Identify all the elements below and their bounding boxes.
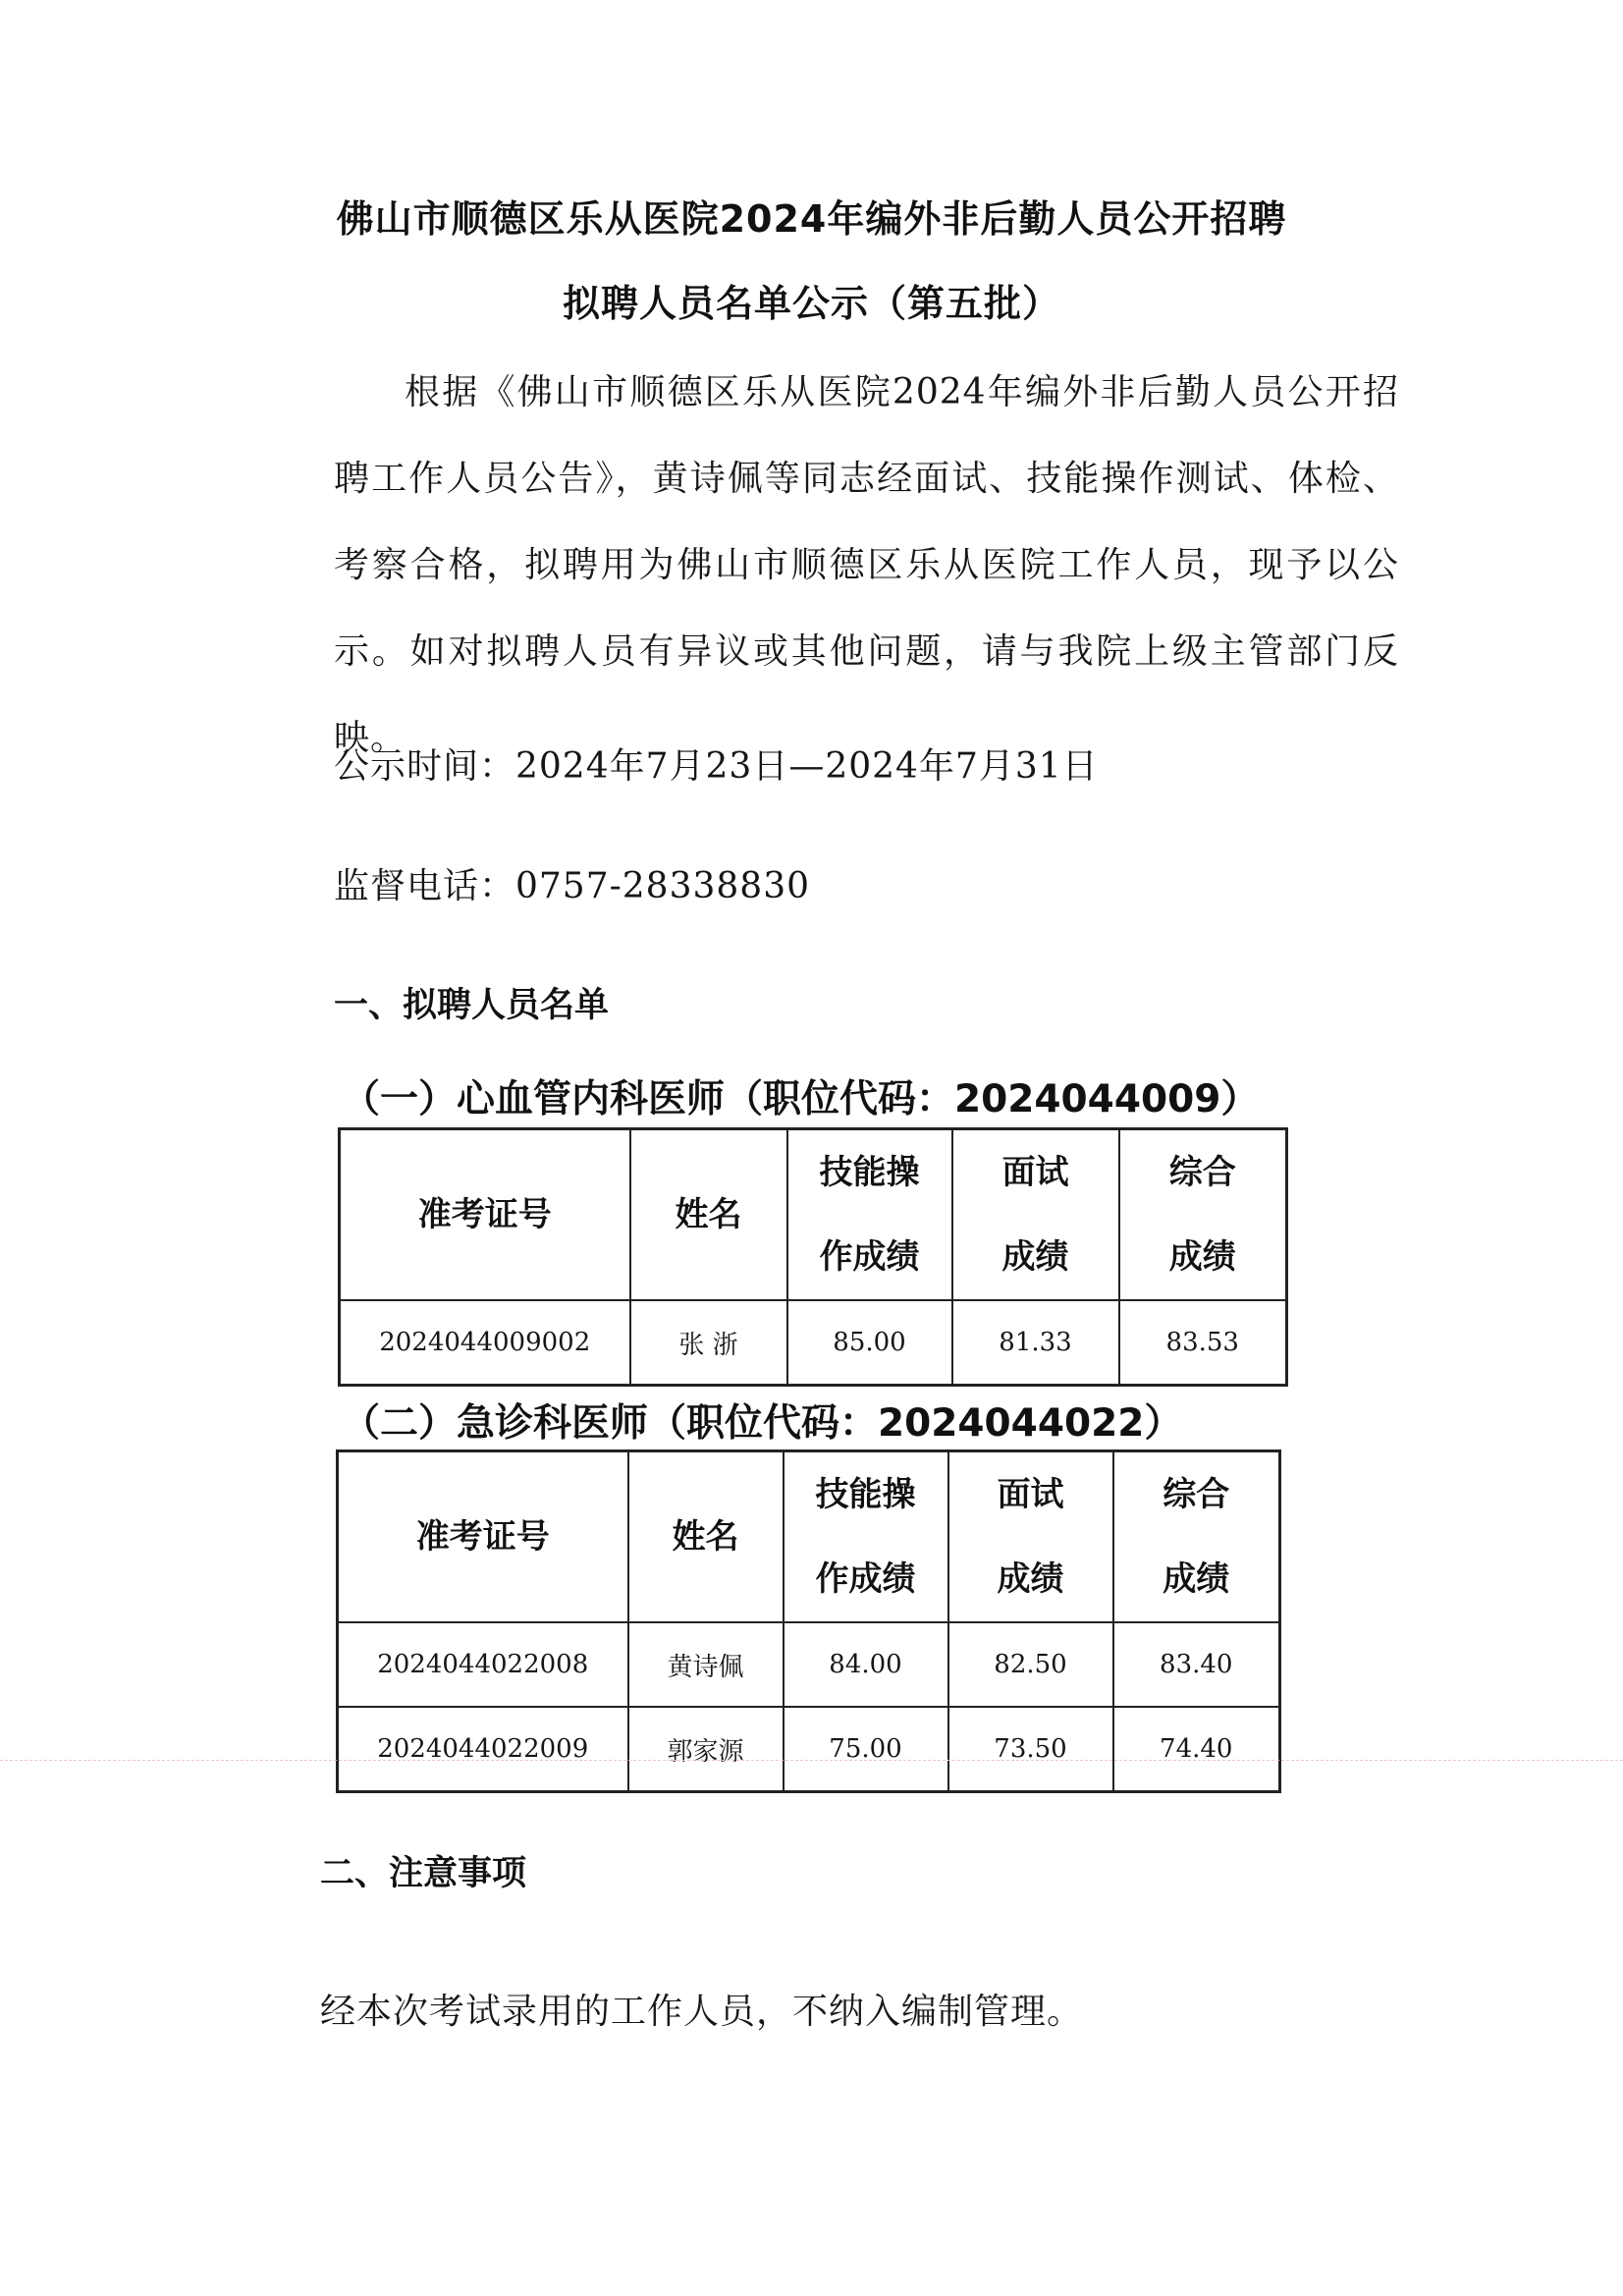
cell-skill: 75.00 xyxy=(784,1707,948,1792)
col-header-name: 姓名 xyxy=(628,1451,784,1623)
page-title-line1: 佛山市顺德区乐从医院2024年编外非后勤人员公开招聘 xyxy=(336,197,1287,241)
cell-total: 83.40 xyxy=(1113,1622,1280,1707)
score-table-1 xyxy=(338,1127,1288,1387)
supervision-phone: 监督电话：0757-28338830 xyxy=(334,866,811,906)
cell-skill: 85.00 xyxy=(787,1300,952,1386)
cell-total: 83.53 xyxy=(1119,1300,1287,1386)
cell-id: 2024044009002 xyxy=(340,1300,630,1386)
col-header-interview: 面试 成绩 xyxy=(948,1451,1113,1623)
publicity-period: 公示时间：2024年7月23日—2024年7月31日 xyxy=(334,746,1099,787)
col-header-id: 准考证号 xyxy=(340,1129,630,1301)
section2-note: 经本次考试录用的工作人员，不纳入编制管理。 xyxy=(320,1992,1084,2032)
cell-total: 74.40 xyxy=(1113,1707,1280,1792)
cell-name: 郭家源 xyxy=(628,1707,784,1792)
table1-heading: （一）心血管内科医师（职位代码：2024044009） xyxy=(342,1077,1260,1121)
col-header-total: 综合 成绩 xyxy=(1119,1129,1287,1301)
cell-id: 2024044022008 xyxy=(338,1622,628,1707)
col-header-skill: 技能操 作成绩 xyxy=(787,1129,952,1301)
cell-interview: 73.50 xyxy=(948,1707,1113,1792)
table-header-row xyxy=(340,1129,1287,1301)
cell-id: 2024044022009 xyxy=(338,1707,628,1792)
cell-interview: 81.33 xyxy=(952,1300,1119,1386)
table-row xyxy=(338,1707,1280,1792)
col-header-interview: 面试 成绩 xyxy=(952,1129,1119,1301)
col-header-skill: 技能操 作成绩 xyxy=(784,1451,948,1623)
col-header-total: 综合 成绩 xyxy=(1113,1451,1280,1623)
score-table-2 xyxy=(336,1449,1281,1793)
intro-paragraph: 根据《佛山市顺德区乐从医院2024年编外非后勤人员公开招聘工作人员公告》，黄诗佩等同志经面试、技能操作测试、体检、考察合格，拟聘用为佛山市顺德区乐从医院工作人员，现予以公示。如对拟聘人员有异议或其他问题，请与我院上级主管部门反映。 xyxy=(334,372,1399,758)
table-row xyxy=(338,1622,1280,1707)
cell-name: 黄诗佩 xyxy=(628,1622,784,1707)
table-row xyxy=(340,1300,1287,1386)
table-header-row xyxy=(338,1451,1280,1623)
cell-interview: 82.50 xyxy=(948,1622,1113,1707)
cell-skill: 84.00 xyxy=(784,1622,948,1707)
section2-heading: 二、注意事项 xyxy=(320,1854,527,1893)
col-header-id: 准考证号 xyxy=(338,1451,628,1623)
col-header-name: 姓名 xyxy=(630,1129,787,1301)
page-title-line2: 拟聘人员名单公示（第五批） xyxy=(562,282,1060,325)
scan-artifact-line xyxy=(0,1760,1623,1761)
cell-name: 张 浙 xyxy=(630,1300,787,1386)
section1-heading: 一、拟聘人员名单 xyxy=(334,986,610,1025)
table2-heading: （二）急诊科医师（职位代码：2024044022） xyxy=(342,1401,1183,1446)
